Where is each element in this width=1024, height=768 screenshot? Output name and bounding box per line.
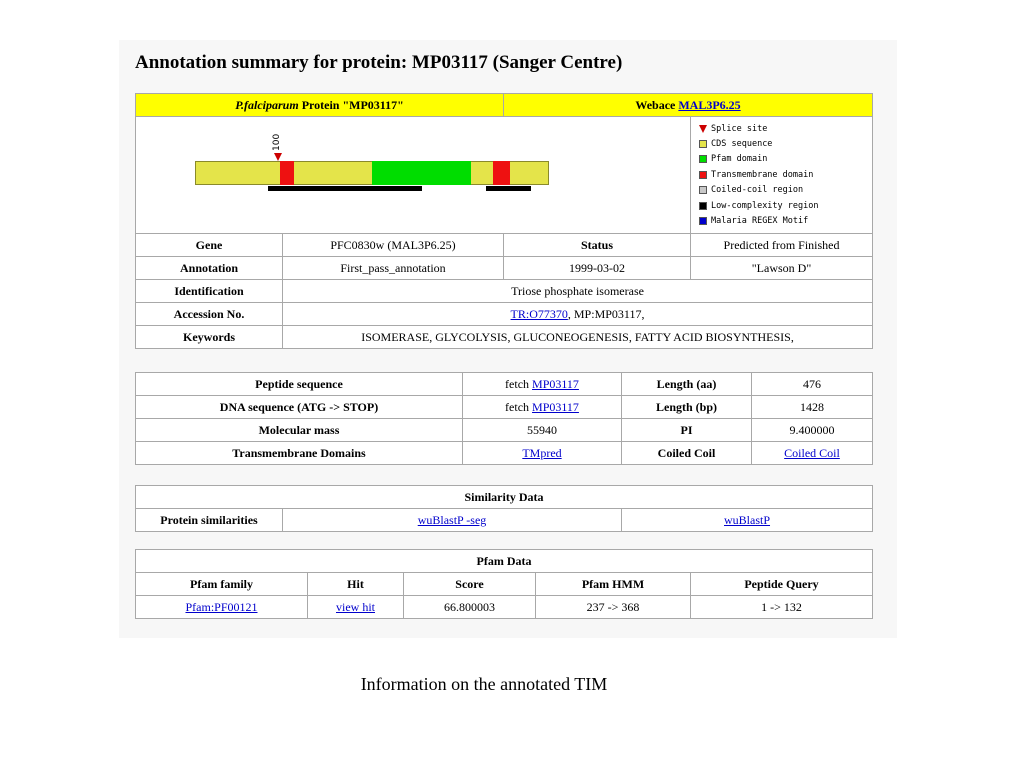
pfam-domain-segment <box>372 161 471 185</box>
splice-site-number: 100 <box>272 133 282 151</box>
pfam-table <box>135 549 873 619</box>
wublastp-link[interactable]: wuBlastP <box>724 512 771 527</box>
tmpred-link[interactable]: TMpred <box>522 445 562 460</box>
protein-diagram <box>136 117 691 234</box>
legend-label: Transmembrane domain <box>711 169 814 180</box>
column-header: Score <box>404 573 536 596</box>
fetch-text: fetch <box>505 399 533 414</box>
similarity-title: Similarity Data <box>136 486 873 509</box>
table-row <box>136 509 873 532</box>
species-name: P.falciparum <box>235 97 299 112</box>
webace-header <box>504 94 873 117</box>
keywords-value: ISOMERASE, GLYCOLYSIS, GLUCONEOGENESIS, FATTY ACID BIOSYNTHESIS, <box>283 326 873 349</box>
page-title: Annotation summary for protein: MP03117 (Sanger Centre) <box>135 52 623 73</box>
pfam-hmm: 237 -> 368 <box>536 596 691 619</box>
gene-label: Gene <box>136 234 283 257</box>
pfam-family-link[interactable]: Pfam:PF00121 <box>185 599 258 614</box>
transmembrane-domain-segment <box>493 161 510 185</box>
table-row <box>136 373 873 396</box>
annotation-date: 1999-03-02 <box>504 257 691 280</box>
dna-fetch-cell <box>463 396 622 419</box>
pfam-title: Pfam Data <box>136 550 873 573</box>
view-hit-link[interactable]: view hit <box>336 599 375 614</box>
coiled-coil-label: Coiled Coil <box>622 442 752 465</box>
pfam-family-cell <box>136 596 308 619</box>
low-complexity-icon <box>699 202 707 210</box>
status-value: Predicted from Finished <box>691 234 873 257</box>
table-row <box>136 419 873 442</box>
dna-fetch-link[interactable]: MP03117 <box>532 399 579 414</box>
length-bp-value: 1428 <box>752 396 873 419</box>
wublastp-seg-cell <box>283 509 622 532</box>
table-row <box>136 303 873 326</box>
accession-value <box>283 303 873 326</box>
table-row <box>136 280 873 303</box>
legend-item <box>699 152 864 167</box>
transmembrane-label: Transmembrane Domains <box>136 442 463 465</box>
column-header: Pfam family <box>136 573 308 596</box>
coiled-coil-link[interactable]: Coiled Coil <box>784 445 840 460</box>
legend-item <box>699 213 864 228</box>
annotation-value: First_pass_annotation <box>283 257 504 280</box>
legend-label: Malaria REGEX Motif <box>711 216 809 227</box>
pfam-domain-icon <box>699 155 707 163</box>
coiled-coil-icon <box>699 186 707 194</box>
protein-label: Protein "MP03117" <box>298 97 404 112</box>
malaria-regex-icon <box>699 217 707 225</box>
similarity-table <box>135 485 873 532</box>
peptide-sequence-label: Peptide sequence <box>136 373 463 396</box>
accession-link[interactable]: TR:O77370 <box>510 306 568 321</box>
identification-value: Triose phosphate isomerase <box>283 280 873 303</box>
keywords-label: Keywords <box>136 326 283 349</box>
length-aa-value: 476 <box>752 373 873 396</box>
pi-label: PI <box>622 419 752 442</box>
column-header: Pfam HMM <box>536 573 691 596</box>
low-complexity-region-bar <box>268 186 422 191</box>
accession-rest: , MP:MP03117, <box>567 306 645 321</box>
legend-item <box>699 183 864 198</box>
length-aa-label: Length (aa) <box>622 373 752 396</box>
transmembrane-domain-icon <box>699 171 707 179</box>
view-hit-cell <box>308 596 404 619</box>
legend-label: Splice site <box>711 123 768 134</box>
pfam-score: 66.800003 <box>404 596 536 619</box>
legend-label: Low-complexity region <box>711 200 819 211</box>
table-row <box>136 396 873 419</box>
sequence-table <box>135 372 873 465</box>
legend-label: Coiled-coil region <box>711 185 804 196</box>
transmembrane-domain-segment <box>280 161 294 185</box>
protein-similarities-label: Protein similarities <box>136 509 283 532</box>
peptide-fetch-cell <box>463 373 622 396</box>
low-complexity-region-bar <box>486 186 531 191</box>
table-row <box>136 326 873 349</box>
legend-item <box>699 121 864 136</box>
diagram-legend <box>691 117 873 234</box>
annotation-label: Annotation <box>136 257 283 280</box>
status-label: Status <box>504 234 691 257</box>
splice-site-icon <box>699 125 707 133</box>
peptide-fetch-link[interactable]: MP03117 <box>532 376 579 391</box>
cds-sequence-icon <box>699 140 707 148</box>
protein-header <box>136 94 504 117</box>
table-row <box>136 596 873 619</box>
wublastp-cell <box>622 509 873 532</box>
table-row <box>136 442 873 465</box>
legend-label: Pfam domain <box>711 154 768 165</box>
fetch-text: fetch <box>505 376 533 391</box>
legend-item <box>699 198 864 213</box>
dna-sequence-label: DNA sequence (ATG -> STOP) <box>136 396 463 419</box>
accession-label: Accession No. <box>136 303 283 326</box>
molecular-mass-value: 55940 <box>463 419 622 442</box>
annotator: "Lawson D" <box>691 257 873 280</box>
gene-value: PFC0830w (MAL3P6.25) <box>283 234 504 257</box>
tmpred-cell <box>463 442 622 465</box>
pi-value: 9.400000 <box>752 419 873 442</box>
annotation-table <box>135 93 873 349</box>
pfam-header-row <box>136 573 873 596</box>
slide-caption: Information on the annotated TIM <box>360 674 608 694</box>
column-header: Hit <box>308 573 404 596</box>
webace-link[interactable]: MAL3P6.25 <box>678 97 741 112</box>
legend-item <box>699 136 864 151</box>
coiled-coil-cell <box>752 442 873 465</box>
wublastp-seg-link[interactable]: wuBlastP -seg <box>417 512 487 527</box>
legend-item <box>699 167 864 182</box>
identification-label: Identification <box>136 280 283 303</box>
webace-label: Webace <box>635 97 679 112</box>
peptide-query: 1 -> 132 <box>691 596 873 619</box>
length-bp-label: Length (bp) <box>622 396 752 419</box>
table-row <box>136 257 873 280</box>
legend-label: CDS sequence <box>711 139 773 150</box>
molecular-mass-label: Molecular mass <box>136 419 463 442</box>
splice-site-marker-icon <box>274 153 282 161</box>
column-header: Peptide Query <box>691 573 873 596</box>
table-row <box>136 234 873 257</box>
